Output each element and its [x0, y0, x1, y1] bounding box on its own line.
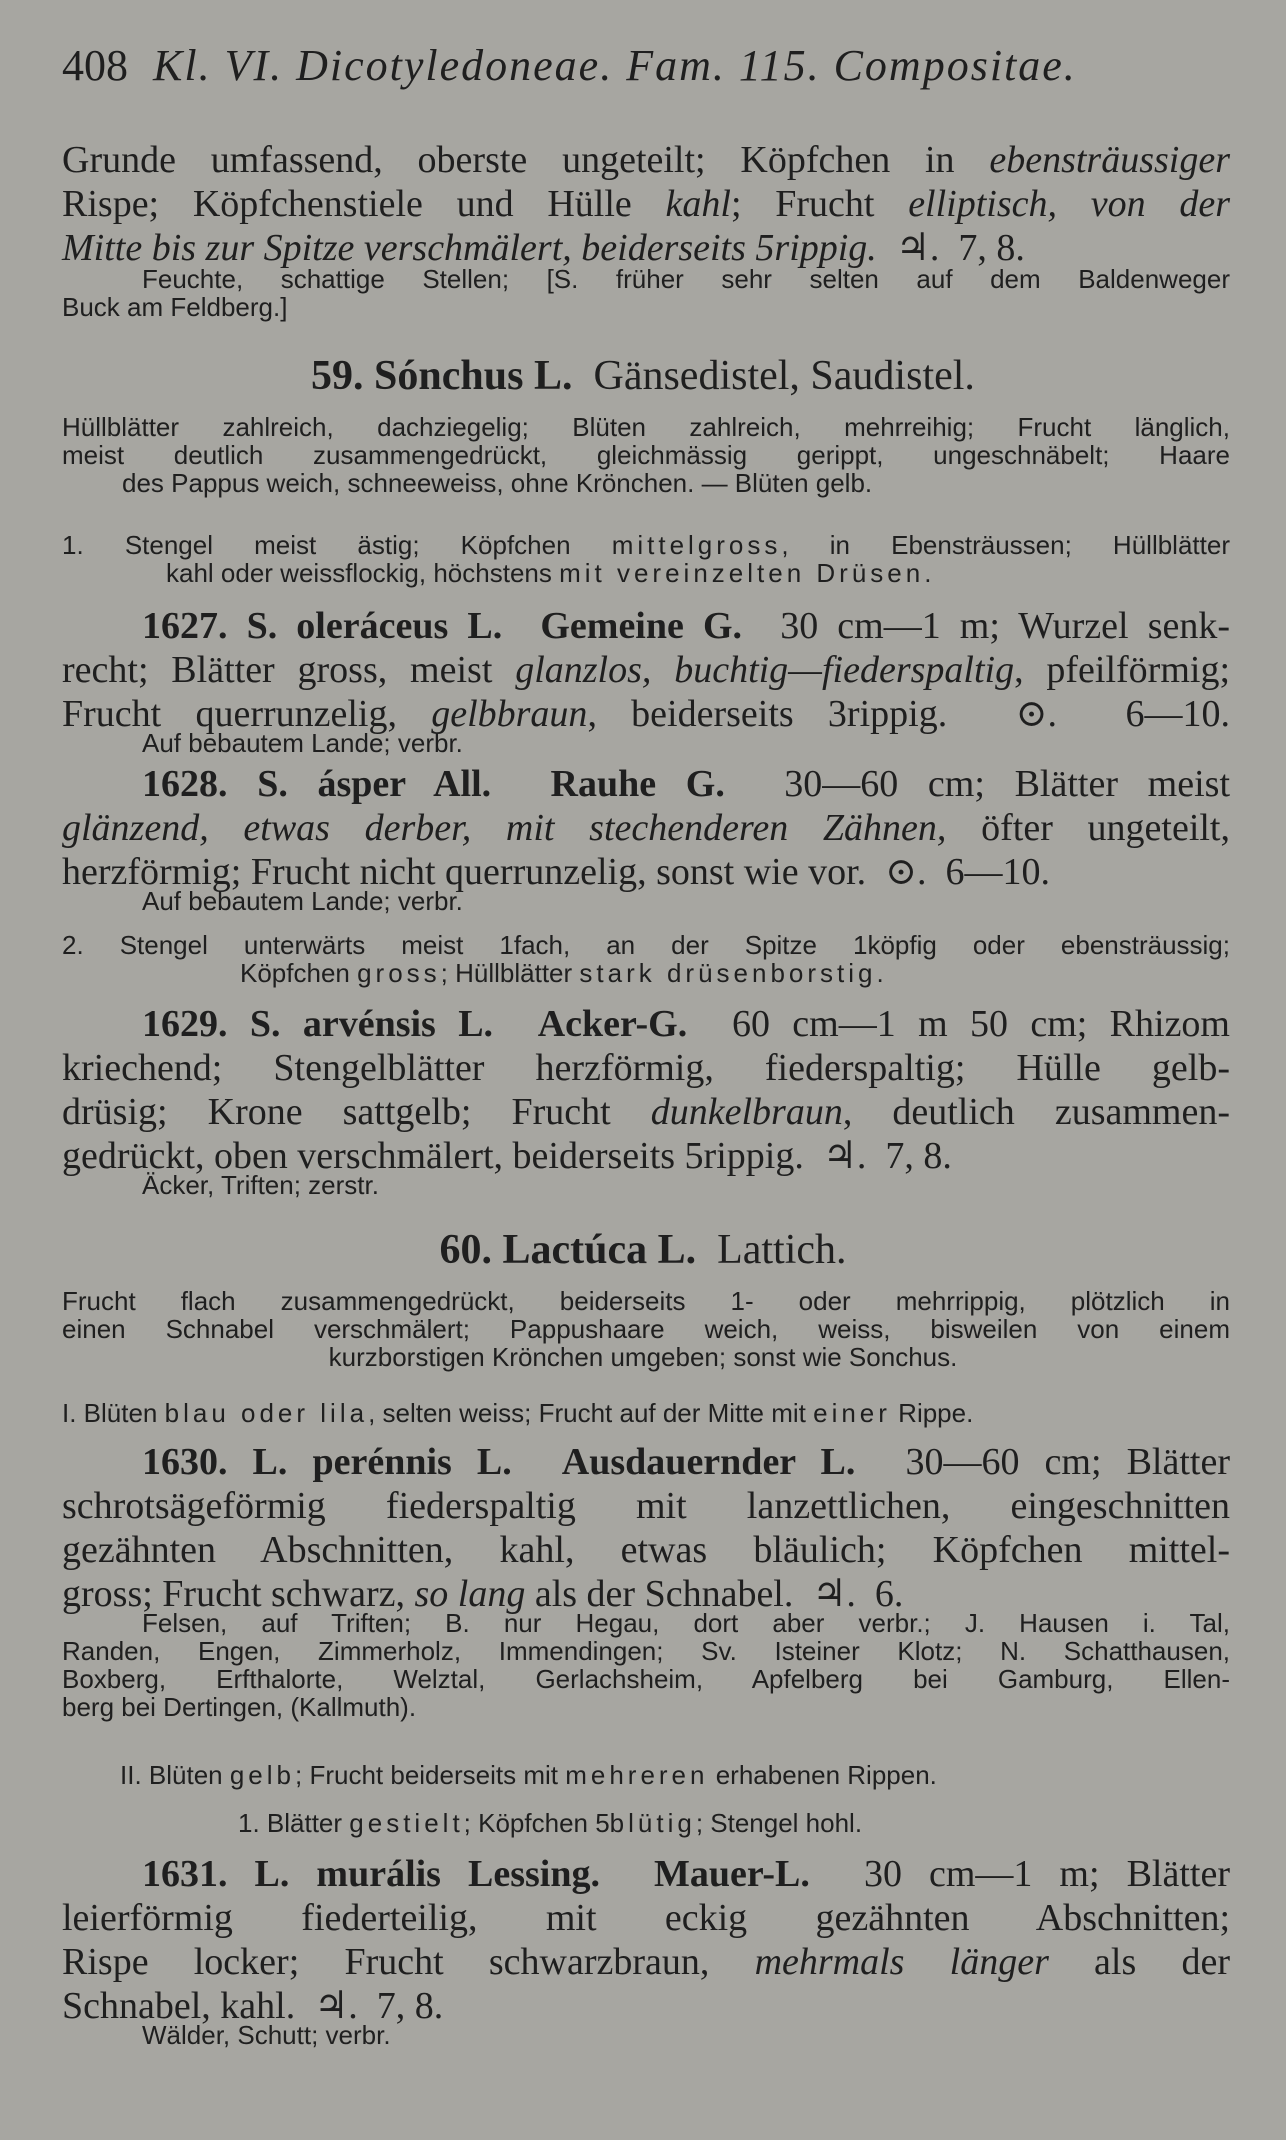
text-line-l45: Schnabel, kahl. ♃. 7, 8.	[62, 1985, 444, 2027]
text-line-l2: Rispe; Köpfchenstiele und Hülle kahl; Frucht elliptisch, von der	[62, 183, 1230, 225]
text-line-l41: 1. Blätter gestielt; Köpfchen 5blütig; Stengel hohl.	[238, 1808, 863, 1838]
text-line-l20: 2. Stengel unterwärts meist 1fach, an der Spitze 1köpfig oder ebensträussig;	[62, 930, 1230, 960]
text-line-l25: gedrückt, oben verschmälert, beiderseits 5rippig. ♃. 7, 8.	[62, 1135, 952, 1177]
text-line-l22: 1629. S. arvénsis L. Acker-G. 60 cm—1 m 50 cm; Rhizom	[142, 1003, 1230, 1045]
text-line-l32: 1630. L. perénnis L. Ausdauernder L. 30—60 cm; Blätter	[142, 1441, 1230, 1483]
text-line-l30: kurzborstigen Krönchen umgeben; sonst wie Sonchus.	[328, 1342, 958, 1372]
text-line-l34: gezähnten Abschnitten, kahl, etwas bläulich; Köpfchen mittel-	[62, 1529, 1230, 1571]
text-line-l15: Auf bebautem Lande; verbr.	[142, 728, 463, 758]
text-line-l27: 60. Lactúca L. Lattich.	[439, 1227, 847, 1273]
text-line-l23: kriechend; Stengelblätter herzförmig, fiederspaltig; Hülle gelb-	[62, 1047, 1230, 1089]
page-number: 408	[62, 41, 128, 90]
text-line-l26: Äcker, Triften; zerstr.	[142, 1170, 379, 1200]
text-line-l12: 1627. S. oleráceus L. Gemeine G. 30 cm—1 m; Wurzel senk-	[142, 605, 1230, 647]
text-line-l6: 59. Sónchus L. Gänsedistel, Saudistel.	[311, 353, 975, 399]
text-line-l28: Frucht flach zusammengedrückt, beiderseits 1- oder mehrrippig, plötzlich in	[62, 1286, 1230, 1316]
text-line-l44: Rispe locker; Frucht schwarzbraun, mehrmals länger als der	[62, 1941, 1230, 1983]
text-line-l24: drüsig; Krone sattgelb; Frucht dunkelbraun, deutlich zusammen-	[62, 1091, 1230, 1133]
text-line-l19: Auf bebautem Lande; verbr.	[142, 886, 463, 916]
text-line-l36: Felsen, auf Triften; B. nur Hegau, dort aber verbr.; J. Hausen i. Tal,	[142, 1608, 1230, 1638]
text-line-l43: leierförmig fiederteilig, mit eckig gezähnten Abschnitten;	[62, 1897, 1230, 1939]
text-line-l21: Köpfchen gross; Hüllblätter stark drüsenborstig.	[240, 958, 884, 988]
text-line-l5: Buck am Feldberg.]	[62, 292, 288, 322]
text-line-l37: Randen, Engen, Zimmerholz, Immendingen; Sv. Isteiner Klotz; N. Schatthausen,	[62, 1636, 1230, 1666]
text-line-l10: 1. Stengel meist ästig; Köpfchen mittelgross, in Ebensträussen; Hüllblätter	[62, 530, 1230, 560]
text-line-l4: Feuchte, schattige Stellen; [S. früher sehr selten auf dem Baldenweger	[142, 264, 1230, 294]
text-line-l38: Boxberg, Erfthalorte, Welztal, Gerlachsheim, Apfelberg bei Gamburg, Ellen-	[62, 1664, 1230, 1694]
text-line-l11: kahl oder weissflockig, höchstens mit vereinzelten Drüsen.	[166, 558, 932, 588]
text-line-l35: gross; Frucht schwarz, so lang als der Schnabel. ♃. 6.	[62, 1573, 904, 1615]
running-title: Kl. VI. Dicotyledoneae. Fam. 115. Compositae.	[153, 41, 1077, 90]
text-line-l8: meist deutlich zusammengedrückt, gleichmässig gerippt, ungeschnäbelt; Haare	[62, 440, 1230, 470]
text-line-l40: II. Blüten gelb; Frucht beiderseits mit mehreren erhabenen Rippen.	[120, 1760, 937, 1790]
text-line-l31: I. Blüten blau oder lila, selten weiss; Frucht auf der Mitte mit einer Rippe.	[62, 1398, 974, 1428]
text-line-l29: einen Schnabel verschmälert; Pappushaare weich, weiss, bisweilen von einem	[62, 1314, 1230, 1344]
text-line-l1: Grunde umfassend, oberste ungeteilt; Köpfchen in ebensträussiger	[62, 139, 1230, 181]
text-line-l16: 1628. S. ásper All. Rauhe G. 30—60 cm; Blätter meist	[142, 763, 1231, 805]
text-line-l3: Mitte bis zur Spitze verschmälert, beiderseits 5rippig. ♃. 7, 8.	[62, 227, 1025, 269]
text-line-l33: schrotsägeförmig fiederspaltig mit lanzettlichen, eingeschnitten	[62, 1485, 1230, 1527]
text-line-l9: des Pappus weich, schneeweiss, ohne Krönchen. — Blüten gelb.	[122, 468, 873, 498]
text-line-l17: glänzend, etwas derber, mit stechenderen Zähnen, öfter ungeteilt,	[62, 807, 1230, 849]
text-line-l13: recht; Blätter gross, meist glanzlos, buchtig—fiederspaltig, pfeilförmig;	[62, 649, 1231, 691]
text-line-l42: 1631. L. murális Lessing. Mauer-L. 30 cm—1 m; Blätter	[142, 1853, 1230, 1895]
text-line-l46: Wälder, Schutt; verbr.	[142, 2020, 391, 2050]
text-line-l14: Frucht querrunzelig, gelbbraun, beiderseits 3rippig. ⊙. 6—10.	[62, 693, 1230, 735]
page-header	[62, 40, 1077, 92]
text-line-l18: herzförmig; Frucht nicht querrunzelig, sonst wie vor. ⊙. 6—10.	[62, 851, 1050, 893]
text-line-l7: Hüllblätter zahlreich, dachziegelig; Blüten zahlreich, mehrreihig; Frucht länglich,	[62, 412, 1230, 442]
text-line-l39: berg bei Dertingen, (Kallmuth).	[62, 1692, 417, 1722]
